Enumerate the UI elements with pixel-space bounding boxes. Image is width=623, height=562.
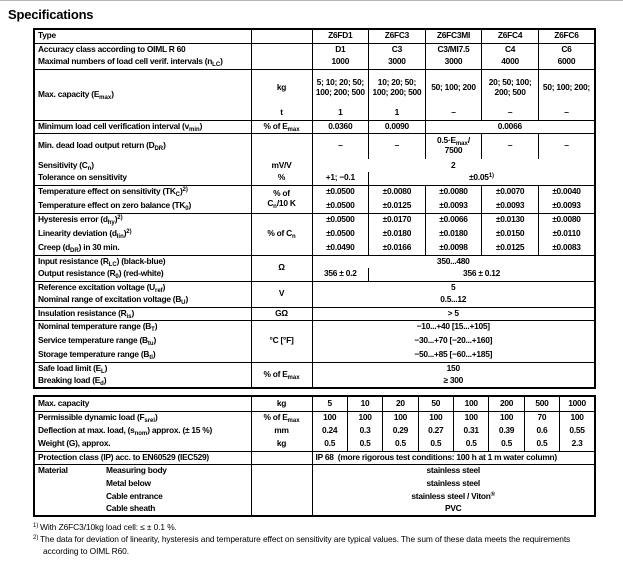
row-label-weight: Weight (G), approx. [34, 438, 251, 451]
value-cell-merged: $\pm 0.05^{1)}$ [369, 172, 595, 185]
value-cell-merged: 150 [312, 362, 595, 375]
column-header-capacity: 1000 [560, 396, 595, 411]
value-cell: ±0.0170 [369, 213, 426, 227]
row-label-tolerance: Tolerance on sensitivity [34, 172, 251, 185]
column-header-capacity: 10 [347, 396, 382, 411]
value-cell: ±0.0070 [482, 185, 539, 199]
footnote-2: $^{2)}$ The data for deviation of linearity, hysteresis and temperature effect on sensitivity are typical values. The sum of these data meets the requirements according to OIML R60. [33, 534, 571, 556]
table-row [34, 362, 595, 375]
table-row [34, 334, 595, 348]
value-cell-merged: stainless steel [312, 477, 595, 490]
table-row [34, 29, 595, 43]
unit-cell: mm [251, 424, 312, 438]
value-cell: 50; 100; 200 [425, 69, 482, 107]
value-cell: 0.5 [524, 438, 559, 451]
value-cell: 0.0360 [312, 120, 369, 133]
unit-cell: % of $C_n/10$ K [251, 185, 312, 213]
value-cell-merged: stainless steel [312, 464, 595, 477]
value-cell: ±0.0125 [482, 241, 539, 255]
value-cell-merged: 350...480 [312, 255, 595, 268]
value-cell-merged: 356 ± 0.12 [369, 268, 595, 281]
column-header-capacity: 20 [383, 396, 418, 411]
unit-cell: % of $E_{max}$ [251, 362, 312, 388]
value-cell: ±0.0093 [482, 199, 539, 213]
unit-cell: Ω [251, 255, 312, 281]
value-cell: 50; 100; 200; [538, 69, 595, 107]
value-cell: – [312, 133, 369, 159]
table-row [34, 490, 595, 503]
value-cell: 100 [383, 411, 418, 424]
value-cell: ±0.0083 [538, 241, 595, 255]
value-cell-merged: 0.5...12 [312, 294, 595, 307]
row-label-protection-class: Protection class (IP) acc. to EN60529 (IEC529) [34, 451, 251, 464]
value-cell: ±0.0080 [425, 185, 482, 199]
value-cell: 3000 [425, 56, 482, 69]
unit-cell: mV/V [251, 159, 312, 172]
row-label-hysteresis: Hysteresis error $(d_{hy})^{2)}$ [34, 213, 251, 227]
unit-cell: % of $E_{max}$ [251, 411, 312, 424]
value-cell: C3/MI7.5 [425, 43, 482, 56]
table-row [34, 307, 595, 320]
value-cell: 0.39 [489, 424, 524, 438]
row-label-output-resistance: Output resistance $(R_0)$ (red-white) [34, 268, 251, 281]
unit-cell-t: t [251, 107, 312, 120]
table-row [34, 133, 595, 159]
value-cell-merged: stainless steel / Viton® [312, 490, 595, 503]
value-cell-merged: 0.0066 [425, 120, 595, 133]
value-cell: – [482, 133, 539, 159]
row-label-vmin: Minimum load cell verification interval $(v_{min})$ [34, 120, 251, 133]
value-cell-merged: IP 68 (more rigorous test conditions: 100 h at 1 m water column) [312, 451, 595, 464]
row-label-material-cable-sheath [34, 503, 251, 516]
row-label-max-capacity-2: Max. capacity [34, 396, 251, 411]
value-cell: +1; −0.1 [312, 172, 369, 185]
value-cell-merged: > 5 [312, 307, 595, 320]
value-cell-merged: 2 [312, 159, 595, 172]
value-cell: 0.5 [489, 438, 524, 451]
value-cell: ±0.0110 [538, 227, 595, 241]
unit-cell [251, 503, 312, 516]
value-cell: 0.5 [383, 438, 418, 451]
row-label-material-cable-entrance [34, 490, 251, 503]
row-label-sensitivity: Sensitivity $(C_n)$ [34, 159, 251, 172]
row-label-dead-load-output: Min. dead load output return $(D_{DR})$ [34, 133, 251, 159]
value-cell: ±0.0040 [538, 185, 595, 199]
table-row [34, 69, 595, 107]
value-cell: ±0.0066 [425, 213, 482, 227]
row-label-safe-load: Safe load limit $(E_L)$ [34, 362, 251, 375]
column-header-z6fc3mi: Z6FC3MI [425, 29, 482, 43]
specifications-table [33, 28, 596, 389]
row-label-linearity: Linearity deviation $(d_{lin})^{2)}$ [34, 227, 251, 241]
table-row [34, 185, 595, 199]
value-cell: C4 [482, 43, 539, 56]
value-cell: ±0.0093 [538, 199, 595, 213]
value-cell: ±0.0490 [312, 241, 369, 255]
value-cell: 70 [524, 411, 559, 424]
value-cell: ±0.0500 [312, 213, 369, 227]
column-header-z6fc3: Z6FC3 [369, 29, 426, 43]
unit-cell: kg [251, 396, 312, 411]
unit-cell: % [251, 172, 312, 185]
value-cell: ±0.0180 [369, 227, 426, 241]
value-cell: 2.3 [560, 438, 595, 451]
value-cell: 100 [454, 411, 489, 424]
value-cell: 0.27 [418, 424, 453, 438]
table-row [34, 227, 595, 241]
table-row [34, 503, 595, 516]
value-cell: 0.3 [347, 424, 382, 438]
value-cell: ±0.0080 [369, 185, 426, 199]
value-cell: 10; 20; 50; 100; 200; 500 [369, 69, 426, 107]
table-row [34, 294, 595, 307]
table-row [34, 213, 595, 227]
row-label-verif-intervals: Maximal numbers of load cell verif. intervals $(n_{LC})$ [34, 56, 251, 69]
row-label-storage-temp: Storage temperature range $(B_{tl})$ [34, 348, 251, 362]
value-cell: ±0.0500 [312, 227, 369, 241]
value-cell: 0.5 [454, 438, 489, 451]
unit-cell [251, 451, 312, 464]
value-cell: ±0.0130 [482, 213, 539, 227]
column-header-capacity: 50 [418, 396, 453, 411]
table-row [34, 320, 595, 334]
page-title: Specifications [8, 7, 94, 22]
row-label-material-measuring-body [34, 464, 251, 477]
table-row [34, 424, 595, 438]
row-label-max-capacity: Max. capacity $(E_{max})$ [34, 69, 251, 120]
material-part-label: Metal below [106, 477, 151, 488]
unit-cell [251, 56, 312, 69]
value-cell: C3 [369, 43, 426, 56]
row-label-deflection: Deflection at max. load, $(s_{nom})$ approx. (± 15 %) [34, 424, 251, 438]
value-cell: – [538, 133, 595, 159]
material-part-label: Measuring body [106, 464, 167, 475]
row-label-accuracy-class: Accuracy class according to OIML R 60 [34, 43, 251, 56]
capacity-table [33, 395, 596, 517]
material-part-label: Cable sheath [106, 503, 156, 514]
unit-cell [251, 464, 312, 477]
value-cell: 0.31 [454, 424, 489, 438]
footnotes [33, 522, 605, 557]
row-label-type: Type [34, 29, 251, 43]
value-cell: 100 [312, 411, 347, 424]
unit-cell: GΩ [251, 307, 312, 320]
value-cell: D1 [312, 43, 369, 56]
value-cell: 0.5 [312, 438, 347, 451]
footnote-1: $^{1)}$ With Z6FC3/10kg load cell: ≤ ± 0.1 %. [33, 522, 177, 532]
column-header-z6fc6: Z6FC6 [538, 29, 595, 43]
table-row [34, 451, 595, 464]
value-cell: 0.0090 [369, 120, 426, 133]
value-cell: 100 [560, 411, 595, 424]
value-cell: ±0.0500 [312, 199, 369, 213]
column-header-capacity: 200 [489, 396, 524, 411]
table-row [34, 464, 595, 477]
column-header-capacity: 100 [454, 396, 489, 411]
row-label-temp-effect-sensitivity: Temperature effect on sensitivity $(TK_C)^{2)}$ [34, 185, 251, 199]
value-cell: 1 [312, 107, 369, 120]
table-row [34, 172, 595, 185]
unit-cell [251, 29, 312, 43]
value-cell: – [425, 107, 482, 120]
value-cell-merged: PVC [312, 503, 595, 516]
value-cell: – [369, 133, 426, 159]
unit-cell: % of $C_n$ [251, 213, 312, 255]
material-part-label: Cable entrance [106, 490, 163, 501]
row-label-dynamic-load: Permissible dynamic load $(F_{srel})$ [34, 411, 251, 424]
row-label-input-resistance: Input resistance $(R_{LC})$ (black-blue) [34, 255, 251, 268]
row-label-service-temp: Service temperature range $(B_{tu})$ [34, 334, 251, 348]
value-cell: 100 [347, 411, 382, 424]
value-cell: 0.5 [347, 438, 382, 451]
value-cell: ±0.0500 [312, 185, 369, 199]
value-cell: 1 [369, 107, 426, 120]
row-label-material-metal-below [34, 477, 251, 490]
unit-cell-kg: kg [251, 69, 312, 107]
table-row [34, 268, 595, 281]
unit-cell [251, 133, 312, 159]
value-cell-merged: ≥ 300 [312, 375, 595, 388]
value-cell: ±0.0098 [425, 241, 482, 255]
row-label-creep: Creep $(d_{DR})$ in 30 min. [34, 241, 251, 255]
table-row [34, 255, 595, 268]
value-cell: 0.29 [383, 424, 418, 438]
unit-cell [251, 43, 312, 56]
value-cell: 5; 10; 20; 50; 100; 200; 500 [312, 69, 369, 107]
value-cell: ±0.0166 [369, 241, 426, 255]
table-row [34, 56, 595, 69]
table-row [34, 396, 595, 411]
table-row [34, 159, 595, 172]
row-label-breaking-load: Breaking load $(E_d)$ [34, 375, 251, 388]
table-row [34, 477, 595, 490]
column-header-capacity: 500 [524, 396, 559, 411]
unit-cell: % of $E_{max}$ [251, 120, 312, 133]
value-cell: C6 [538, 43, 595, 56]
unit-cell: °C [°F] [251, 320, 312, 362]
value-cell: ±0.0180 [425, 227, 482, 241]
value-cell-merged: −10...+40 [15...+105] [312, 320, 595, 334]
row-label-excitation-range: Nominal range of excitation voltage $(B_U)$ [34, 294, 251, 307]
row-label-nominal-temp: Nominal temperature range $(B_T)$ [34, 320, 251, 334]
unit-cell: kg [251, 438, 312, 451]
table-row [34, 375, 595, 388]
column-header-z6fd1: Z6FD1 [312, 29, 369, 43]
value-cell: ±0.0125 [369, 199, 426, 213]
value-cell: 4000 [482, 56, 539, 69]
value-cell: – [482, 107, 539, 120]
value-cell-merged: 5 [312, 281, 595, 294]
value-cell: ±0.0080 [538, 213, 595, 227]
value-cell: 356 ± 0.2 [312, 268, 369, 281]
value-cell-merged: −30...+70 [−20...+160] [312, 334, 595, 348]
table-row [34, 43, 595, 56]
value-cell: 100 [489, 411, 524, 424]
column-header-capacity: 5 [312, 396, 347, 411]
value-cell: 0.55 [560, 424, 595, 438]
table-row [34, 348, 595, 362]
unit-cell [251, 477, 312, 490]
row-label-temp-effect-zero: Temperature effect on zero balance $(TK_0)$ [34, 199, 251, 213]
value-cell: ±0.0093 [425, 199, 482, 213]
value-cell: 0.24 [312, 424, 347, 438]
value-cell: 6000 [538, 56, 595, 69]
value-cell: 0.6 [524, 424, 559, 438]
row-label-insulation: Insulation resistance $(R_{is})$ [34, 307, 251, 320]
table-row [34, 281, 595, 294]
table-row [34, 199, 595, 213]
value-cell: – [538, 107, 595, 120]
material-group-label: Material [38, 464, 68, 475]
table-row [34, 438, 595, 451]
table-row [34, 120, 595, 133]
value-cell: 20; 50; 100; 200; 500 [482, 69, 539, 107]
value-cell: ±0.0150 [482, 227, 539, 241]
unit-cell [251, 490, 312, 503]
table-row [34, 241, 595, 255]
row-label-reference-voltage: Reference excitation voltage $(U_{ref})$ [34, 281, 251, 294]
value-cell: 3000 [369, 56, 426, 69]
value-cell-merged: −50...+85 [−60...+185] [312, 348, 595, 362]
value-cell: 100 [418, 411, 453, 424]
value-cell: $0.5\cdot E_{max}/$ 7500 [425, 133, 482, 159]
value-cell: 1000 [312, 56, 369, 69]
column-header-z6fc4: Z6FC4 [482, 29, 539, 43]
value-cell: 0.5 [418, 438, 453, 451]
table-row [34, 411, 595, 424]
unit-cell: V [251, 281, 312, 307]
